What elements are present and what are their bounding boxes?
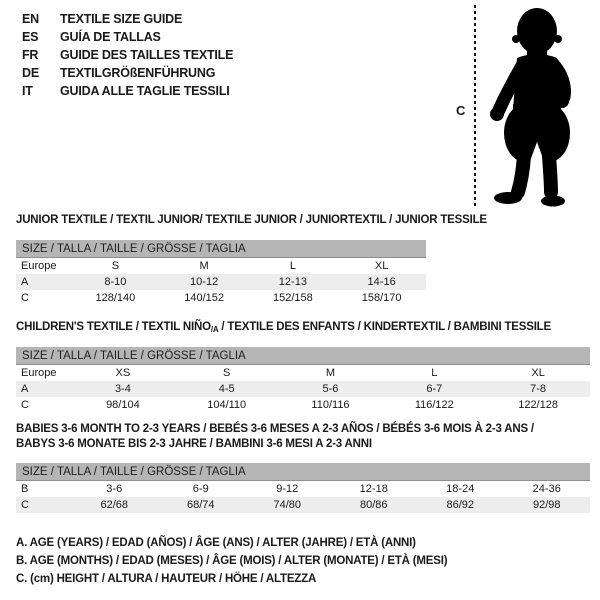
cell: 104/110	[207, 399, 247, 411]
cell: 6-7	[382, 381, 486, 397]
cell: 12-18	[359, 483, 388, 495]
junior-size-table	[16, 240, 426, 306]
legend-row-en	[22, 10, 233, 28]
children-table-title	[16, 321, 551, 334]
height-measure-label: C	[456, 103, 466, 118]
size-header: SIZE / TALLA / TAILLE / GRÖSSE / TAGLIA	[16, 463, 590, 481]
cell: M	[325, 367, 336, 379]
cell: 80/86	[331, 497, 418, 513]
cell: 140/152	[184, 292, 224, 304]
size-header: SIZE / TALLA / TAILLE / GRÖSSE / TAGLIA	[16, 240, 426, 258]
children-title-suffix: / TEXTILE DES ENFANTS / KINDERTEXTIL / BAMBINI TESSILE	[218, 321, 551, 333]
legend-code: ES	[22, 30, 39, 44]
cell: 3-4	[71, 381, 175, 397]
cell: 8-10	[71, 274, 160, 290]
cell: 98/104	[106, 399, 140, 411]
size-header-row	[16, 463, 590, 481]
cell: 86/92	[417, 497, 504, 513]
cell: 116/122	[414, 399, 454, 411]
cell: 18-24	[446, 483, 475, 495]
cell: L	[431, 367, 438, 379]
cell: 74/80	[244, 497, 331, 513]
size-header: SIZE / TALLA / TAILLE / GRÖSSE / TAGLIA	[16, 347, 590, 365]
table-row	[16, 481, 590, 498]
footnote-b: B. AGE (MONTHS) / EDAD (MESES) / ÂGE (MOIS) / ALTER (MONATE) / ETÀ (MESI)	[16, 555, 448, 567]
cell: 92/98	[504, 497, 591, 513]
cell: 128/140	[95, 292, 136, 304]
legend-row-fr	[22, 46, 233, 64]
table-row	[16, 290, 426, 306]
cell: 9-12	[276, 483, 299, 495]
table-row	[16, 274, 426, 290]
row-label: C	[16, 497, 71, 513]
cell: 110/116	[311, 399, 350, 411]
children-title-prefix: CHILDREN'S TEXTILE / TEXTIL NIÑO	[16, 321, 211, 333]
legend-row-de	[22, 64, 233, 82]
legend-code: DE	[22, 66, 39, 80]
cell: XL	[531, 367, 545, 379]
cell: M	[199, 260, 209, 272]
babies-table-title	[16, 422, 534, 452]
table-row	[16, 397, 590, 413]
children-title-subscript: /A	[210, 325, 219, 334]
size-header-row	[16, 240, 426, 258]
children-size-table	[16, 347, 590, 413]
cell: 10-12	[160, 274, 249, 290]
legend-code: EN	[22, 12, 39, 26]
cell: 12-13	[249, 274, 338, 290]
cell: S	[111, 260, 120, 272]
legend-label: GUIDA ALLE TAGLIE TESSILI	[60, 84, 230, 98]
cell: S	[223, 367, 231, 379]
cell: 14-16	[337, 274, 426, 290]
row-label: C	[21, 399, 29, 411]
cell: XL	[374, 260, 389, 272]
legend-label: TEXTILE SIZE GUIDE	[60, 12, 183, 26]
footnotes	[16, 534, 447, 588]
language-legend	[22, 10, 233, 100]
babies-title-line2: BABYS 3-6 MONATE BIS 2-3 JAHRE / BAMBINI 3-6 MESI A 2-3 ANNI	[16, 438, 372, 450]
cell: 24-36	[532, 483, 561, 495]
babies-size-table	[16, 463, 590, 513]
legend-label: GUIDE DES TAILLES TEXTILE	[60, 48, 234, 62]
cell: 62/68	[71, 497, 158, 513]
row-label: A	[16, 381, 71, 397]
cell: L	[289, 260, 296, 272]
cell: 6-9	[192, 483, 209, 495]
table-row	[16, 365, 590, 382]
row-label: Europe	[21, 260, 57, 272]
cell: 158/170	[361, 292, 402, 304]
cell: 68/74	[158, 497, 245, 513]
cell: XS	[115, 367, 131, 379]
cell: 7-8	[486, 381, 590, 397]
row-label: Europe	[21, 367, 57, 379]
legend-label: TEXTILGRÖßENFÜHRUNG	[60, 66, 216, 80]
legend-label: GUÍA DE TALLAS	[60, 30, 161, 44]
babies-title-line1: BABIES 3-6 MONTH TO 2-3 YEARS / BEBÉS 3-6 MESES A 2-3 AÑOS / BÉBÉS 3-6 MOIS À 2-3 ANS /	[16, 423, 534, 435]
legend-code: FR	[22, 48, 39, 62]
legend-row-it	[22, 82, 233, 100]
legend-code: IT	[22, 84, 33, 98]
table-row	[16, 497, 590, 513]
size-header-row	[16, 347, 590, 365]
cell: 122/128	[518, 399, 558, 411]
row-label: A	[16, 274, 71, 290]
row-label: B	[21, 483, 29, 495]
footnote-a: A. AGE (YEARS) / EDAD (AÑOS) / ÂGE (ANS) / ALTER (JAHRE) / ETÀ (ANNI)	[16, 537, 416, 549]
junior-table-title: JUNIOR TEXTILE / TEXTIL JUNIOR/ TEXTILE JUNIOR / JUNIORTEXTIL / JUNIOR TESSILE	[16, 214, 487, 226]
cell: 3-6	[106, 483, 123, 495]
table-row	[16, 258, 426, 275]
cell: 4-5	[175, 381, 279, 397]
toddler-silhouette-icon	[481, 2, 587, 210]
table-row	[16, 381, 590, 397]
legend-row-es	[22, 28, 233, 46]
footnote-c: C. (cm) HEIGHT / ALTURA / HAUTEUR / HÖHE / ALTEZZA	[16, 573, 317, 585]
row-label: C	[21, 292, 29, 304]
cell: 152/158	[272, 292, 313, 304]
height-measure-dashed-line	[474, 5, 476, 207]
cell: 5-6	[279, 381, 383, 397]
